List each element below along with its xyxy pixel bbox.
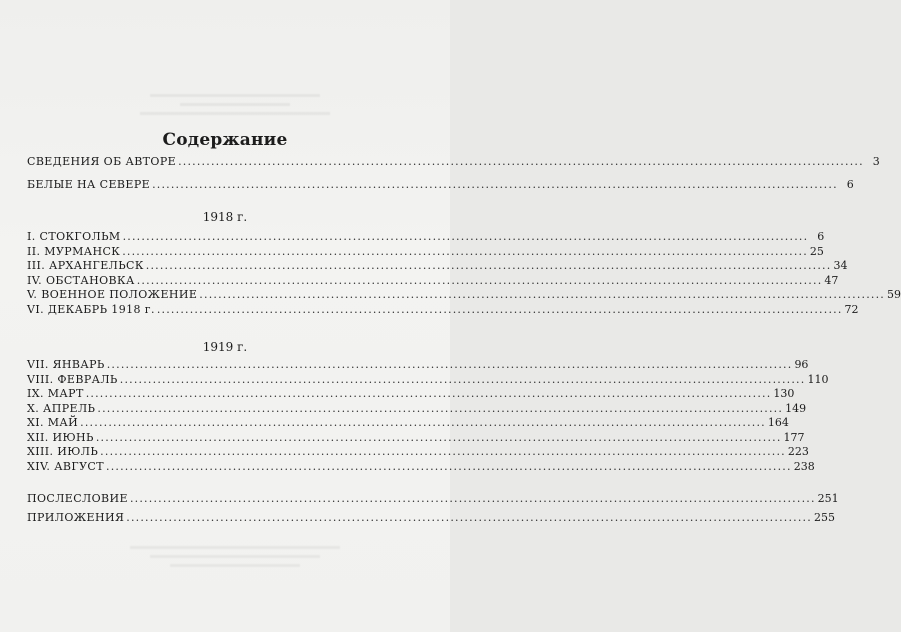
- dot-leader: ..................................................................................................................................................: [100, 445, 786, 458]
- toc-entry-label: XIV. АВГУСТ: [27, 459, 104, 473]
- toc-row[interactable]: [27, 155, 880, 170]
- toc-row[interactable]: [27, 230, 825, 245]
- toc-row[interactable]: [27, 416, 789, 431]
- toc-entry-label: XII. ИЮНЬ: [27, 430, 94, 444]
- toc-entry-label: VII. ЯНВАРЬ: [27, 358, 105, 371]
- dot-leader: ..................................................................................................................................................: [122, 230, 809, 243]
- toc-row[interactable]: [27, 430, 805, 446]
- dot-leader: ..................................................................................................................................................: [152, 177, 838, 191]
- toc-row[interactable]: [27, 387, 795, 402]
- bleed-through-block: [130, 540, 340, 580]
- toc-page-number: 251: [817, 492, 839, 505]
- page-title: Содержание: [162, 130, 288, 150]
- toc-row[interactable]: [27, 372, 829, 388]
- toc-page-number: 238: [793, 459, 815, 473]
- toc-page-number: 34: [833, 259, 848, 272]
- toc-entry-label: СВЕДЕНИЯ ОБ АВТОРЕ: [27, 155, 177, 168]
- dot-leader: ..................................................................................................................................................: [85, 387, 772, 400]
- toc-entry-label: IX. МАРТ: [27, 387, 84, 400]
- dot-leader: ..................................................................................................................................................: [178, 155, 864, 168]
- dot-leader: ..................................................................................................................................................: [136, 273, 823, 287]
- toc-page-number: 149: [785, 401, 807, 415]
- year-heading-1919: 1919 г.: [202, 340, 248, 354]
- bleed-through-text: [130, 88, 340, 128]
- dot-leader: ..................................................................................................................................................: [126, 510, 812, 524]
- dot-leader: ..................................................................................................................................................: [129, 492, 816, 505]
- dot-leader: ..................................................................................................................................................: [95, 430, 782, 444]
- dot-leader: ..................................................................................................................................................: [80, 416, 766, 429]
- toc-row[interactable]: [27, 273, 839, 289]
- toc-page-number: 96: [794, 358, 809, 371]
- toc-entry-label: I. СТОКГОЛЬМ: [27, 230, 121, 243]
- toc-page-number: 25: [809, 244, 824, 258]
- toc-page-number: 6: [846, 177, 854, 191]
- toc-row[interactable]: [27, 445, 809, 460]
- dot-leader: ..................................................................................................................................................: [199, 288, 885, 301]
- toc-row[interactable]: [27, 358, 809, 373]
- toc-entry-label: V. ВОЕННОЕ ПОЛОЖЕНИЕ: [27, 288, 198, 301]
- dot-leader: ..................................................................................................................................................: [119, 372, 806, 386]
- toc-row[interactable]: [27, 302, 859, 318]
- toc-row[interactable]: [27, 510, 835, 526]
- dot-leader: ..................................................................................................................................................: [122, 244, 808, 258]
- toc-1919-section: [27, 358, 829, 474]
- toc-entry-label: X. АПРЕЛЬ: [27, 401, 96, 415]
- toc-row[interactable]: [27, 401, 807, 417]
- toc-entry-label: II. МУРМАНСК: [27, 244, 121, 258]
- toc-page-number: 6: [817, 230, 825, 243]
- toc-page-number: 47: [824, 273, 839, 287]
- toc-page-number: 72: [844, 302, 859, 316]
- toc-page-number: 223: [787, 445, 809, 458]
- dot-leader: ..................................................................................................................................................: [106, 459, 792, 473]
- toc-entry-label: III. АРХАНГЕЛЬСК: [27, 259, 144, 272]
- toc-entry-label: XI. МАЙ: [27, 416, 79, 429]
- toc-row[interactable]: [27, 288, 901, 303]
- dot-leader: ..................................................................................................................................................: [106, 358, 793, 371]
- toc-page-number: 59: [887, 288, 901, 301]
- toc-page-number: 130: [773, 387, 795, 400]
- toc-page-number: 110: [807, 372, 829, 386]
- toc-entry-label: VI. ДЕКАБРЬ 1918 г.: [27, 302, 155, 316]
- dot-leader: ..................................................................................................................................................: [97, 401, 784, 415]
- toc-back-section: [27, 492, 839, 525]
- toc-entry-label: IV. ОБСТАНОВКА: [27, 273, 135, 287]
- toc-row[interactable]: [27, 259, 848, 274]
- toc-page-number: 164: [767, 416, 789, 429]
- toc-entry-label: ПОСЛЕСЛОВИЕ: [27, 492, 128, 505]
- toc-entry-label: БЕЛЫЕ НА СЕВЕРЕ: [27, 177, 151, 191]
- toc-front-section: [27, 155, 880, 192]
- toc-entry-label: ПРИЛОЖЕНИЯ: [27, 510, 125, 524]
- year-heading-1918: 1918 г.: [202, 210, 248, 224]
- toc-page-number: 255: [813, 510, 835, 524]
- toc-entry-label: XIII. ИЮЛЬ: [27, 445, 99, 458]
- toc-1918-section: [27, 230, 901, 317]
- toc-row[interactable]: [27, 492, 839, 507]
- toc-page-number: 3: [872, 155, 880, 168]
- toc-page-number: 177: [783, 430, 805, 444]
- toc-row[interactable]: [27, 177, 854, 193]
- toc-row[interactable]: [27, 244, 824, 260]
- dot-leader: ..................................................................................................................................................: [156, 302, 843, 316]
- toc-row[interactable]: [27, 459, 815, 475]
- dot-leader: ..................................................................................................................................................: [145, 259, 832, 272]
- toc-entry-label: VIII. ФЕВРАЛЬ: [27, 372, 118, 386]
